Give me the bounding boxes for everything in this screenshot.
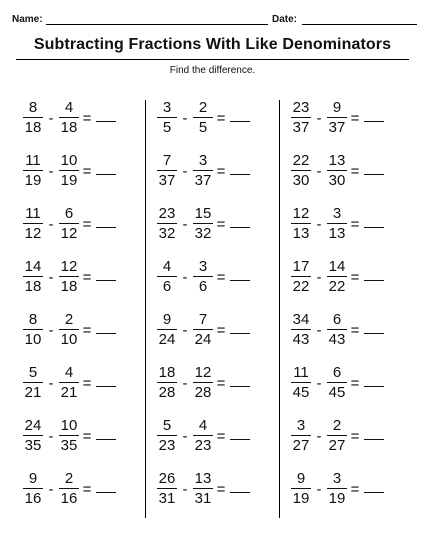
minuend-fraction	[22, 365, 44, 401]
problem-item	[156, 204, 250, 244]
minuend-fraction	[22, 153, 44, 189]
answer-blank[interactable]	[230, 492, 250, 493]
minuend-denominator: 10	[24, 331, 42, 348]
subtrahend-numerator: 6	[64, 205, 74, 222]
problem-item	[290, 204, 384, 244]
fraction-bar	[59, 488, 79, 489]
subtrahend-numerator: 2	[64, 470, 74, 487]
minus-sign: -	[48, 109, 54, 127]
fraction-bar	[193, 435, 213, 436]
minuend-denominator: 19	[292, 490, 310, 507]
fraction-bar	[157, 223, 177, 224]
minuend-numerator: 11	[25, 152, 41, 169]
answer-blank[interactable]	[96, 492, 116, 493]
problem-item	[290, 257, 384, 297]
minus-sign: -	[316, 162, 322, 180]
answer-blank[interactable]	[364, 227, 384, 228]
minuend-fraction	[290, 365, 312, 401]
minus-sign: -	[182, 427, 188, 445]
fraction-bar	[59, 382, 79, 383]
minus-sign: -	[48, 427, 54, 445]
problem-item	[156, 363, 250, 403]
column-divider-1	[145, 100, 146, 518]
answer-blank[interactable]	[364, 333, 384, 334]
subtrahend-denominator: 19	[328, 490, 346, 507]
fraction-bar	[327, 488, 347, 489]
minuend-numerator: 18	[158, 364, 176, 381]
subtrahend-fraction	[192, 418, 214, 454]
minus-sign: -	[316, 480, 322, 498]
minus-sign: -	[316, 215, 322, 233]
minus-sign: -	[316, 321, 322, 339]
name-field-line[interactable]	[46, 24, 268, 25]
minuend-numerator: 23	[158, 205, 176, 222]
answer-blank[interactable]	[364, 492, 384, 493]
equals-sign: =	[350, 215, 360, 233]
answer-blank[interactable]	[364, 121, 384, 122]
minuend-fraction	[22, 418, 44, 454]
minuend-numerator: 34	[292, 311, 310, 328]
minuend-denominator: 23	[158, 437, 176, 454]
minuend-denominator: 45	[292, 384, 310, 401]
answer-blank[interactable]	[364, 174, 384, 175]
subtrahend-fraction	[192, 471, 214, 507]
subtrahend-denominator: 19	[60, 172, 78, 189]
equals-sign: =	[82, 374, 92, 392]
problem-item	[22, 469, 116, 509]
subtrahend-fraction	[192, 312, 214, 348]
minuend-fraction	[290, 206, 312, 242]
answer-blank[interactable]	[230, 227, 250, 228]
minuend-numerator: 23	[292, 99, 310, 116]
subtrahend-fraction	[58, 206, 80, 242]
equals-sign: =	[216, 374, 226, 392]
minuend-numerator: 5	[28, 364, 38, 381]
subtrahend-denominator: 21	[60, 384, 78, 401]
subtrahend-fraction	[58, 153, 80, 189]
equals-sign: =	[216, 109, 226, 127]
subtrahend-denominator: 6	[198, 278, 208, 295]
minuend-fraction	[290, 100, 312, 136]
fraction-bar	[23, 488, 43, 489]
date-label: Date:	[272, 14, 298, 25]
minuend-denominator: 16	[24, 490, 42, 507]
subtrahend-denominator: 10	[60, 331, 78, 348]
fraction-bar	[327, 382, 347, 383]
minuend-numerator: 7	[162, 152, 172, 169]
answer-blank[interactable]	[96, 174, 116, 175]
minuend-numerator: 3	[296, 417, 306, 434]
fraction-bar	[157, 170, 177, 171]
subtrahend-fraction	[192, 153, 214, 189]
fraction-bar	[327, 276, 347, 277]
subtrahend-numerator: 6	[332, 364, 342, 381]
minuend-fraction	[290, 259, 312, 295]
equals-sign: =	[350, 109, 360, 127]
minus-sign: -	[48, 374, 54, 392]
minus-sign: -	[182, 162, 188, 180]
title-underline	[16, 59, 409, 60]
fraction-bar	[23, 170, 43, 171]
subtrahend-denominator: 23	[194, 437, 212, 454]
minus-sign: -	[182, 268, 188, 286]
minuend-denominator: 43	[292, 331, 310, 348]
subtrahend-numerator: 15	[194, 205, 212, 222]
subtrahend-fraction	[192, 206, 214, 242]
minuend-numerator: 11	[25, 205, 41, 222]
subtrahend-numerator: 14	[328, 258, 346, 275]
answer-blank[interactable]	[96, 386, 116, 387]
subtrahend-fraction	[326, 259, 348, 295]
problem-item	[22, 151, 116, 191]
equals-sign: =	[82, 162, 92, 180]
minuend-fraction	[22, 206, 44, 242]
fraction-bar	[327, 435, 347, 436]
equals-sign: =	[350, 321, 360, 339]
minuend-fraction	[22, 471, 44, 507]
fraction-bar	[193, 382, 213, 383]
subtrahend-fraction	[326, 153, 348, 189]
fraction-bar	[59, 276, 79, 277]
answer-blank[interactable]	[230, 439, 250, 440]
minuend-numerator: 9	[28, 470, 38, 487]
subtrahend-numerator: 4	[198, 417, 208, 434]
problem-item	[290, 151, 384, 191]
subtrahend-numerator: 12	[194, 364, 212, 381]
problem-item	[156, 310, 250, 350]
minuend-denominator: 18	[24, 278, 42, 295]
subtrahend-numerator: 2	[64, 311, 74, 328]
minuend-denominator: 13	[292, 225, 310, 242]
subtrahend-numerator: 13	[328, 152, 346, 169]
equals-sign: =	[216, 162, 226, 180]
subtrahend-numerator: 4	[64, 364, 74, 381]
subtrahend-denominator: 43	[328, 331, 346, 348]
minuend-numerator: 17	[292, 258, 310, 275]
fraction-bar	[23, 117, 43, 118]
subtrahend-numerator: 6	[332, 311, 342, 328]
minus-sign: -	[48, 480, 54, 498]
fraction-bar	[291, 329, 311, 330]
minuend-denominator: 37	[292, 119, 310, 136]
minuend-fraction	[156, 259, 178, 295]
fraction-bar	[193, 329, 213, 330]
equals-sign: =	[350, 374, 360, 392]
problem-item	[290, 469, 384, 509]
minuend-numerator: 9	[162, 311, 172, 328]
subtrahend-denominator: 13	[328, 225, 346, 242]
minus-sign: -	[316, 109, 322, 127]
name-label: Name:	[12, 14, 43, 25]
subtrahend-fraction	[58, 471, 80, 507]
minus-sign: -	[182, 109, 188, 127]
subtrahend-denominator: 5	[198, 119, 208, 136]
minus-sign: -	[48, 321, 54, 339]
answer-blank[interactable]	[364, 280, 384, 281]
fraction-bar	[157, 435, 177, 436]
fraction-bar	[291, 488, 311, 489]
fraction-bar	[157, 382, 177, 383]
minuend-numerator: 12	[292, 205, 310, 222]
fraction-bar	[23, 382, 43, 383]
minuend-fraction	[156, 471, 178, 507]
subtrahend-denominator: 18	[60, 119, 78, 136]
subtrahend-numerator: 12	[60, 258, 78, 275]
problem-item	[22, 204, 116, 244]
fraction-bar	[291, 276, 311, 277]
problem-item	[156, 416, 250, 456]
minuend-fraction	[156, 100, 178, 136]
subtrahend-numerator: 10	[60, 152, 78, 169]
subtrahend-denominator: 45	[328, 384, 346, 401]
fraction-bar	[291, 382, 311, 383]
problem-item	[290, 98, 384, 138]
subtrahend-fraction	[326, 100, 348, 136]
fraction-bar	[327, 117, 347, 118]
minus-sign: -	[316, 268, 322, 286]
minuend-numerator: 4	[162, 258, 172, 275]
answer-blank[interactable]	[96, 333, 116, 334]
minuend-fraction	[290, 153, 312, 189]
subtrahend-numerator: 13	[194, 470, 212, 487]
subtrahend-fraction	[58, 418, 80, 454]
subtrahend-denominator: 35	[60, 437, 78, 454]
minus-sign: -	[48, 162, 54, 180]
subtrahend-fraction	[58, 312, 80, 348]
minuend-fraction	[156, 418, 178, 454]
minuend-fraction	[156, 153, 178, 189]
subtrahend-fraction	[192, 100, 214, 136]
equals-sign: =	[350, 268, 360, 286]
fraction-bar	[59, 435, 79, 436]
minuend-numerator: 24	[24, 417, 42, 434]
answer-blank[interactable]	[96, 227, 116, 228]
minuend-numerator: 22	[292, 152, 310, 169]
equals-sign: =	[350, 162, 360, 180]
equals-sign: =	[216, 427, 226, 445]
subtrahend-fraction	[326, 471, 348, 507]
minuend-denominator: 35	[24, 437, 42, 454]
minuend-fraction	[290, 312, 312, 348]
answer-blank[interactable]	[230, 280, 250, 281]
answer-blank[interactable]	[96, 439, 116, 440]
answer-blank[interactable]	[230, 386, 250, 387]
minuend-fraction	[156, 365, 178, 401]
fraction-bar	[59, 170, 79, 171]
minus-sign: -	[48, 268, 54, 286]
minuend-numerator: 5	[162, 417, 172, 434]
subtrahend-numerator: 3	[198, 258, 208, 275]
minus-sign: -	[182, 480, 188, 498]
fraction-bar	[23, 223, 43, 224]
column-divider-2	[279, 100, 280, 518]
minuend-denominator: 19	[24, 172, 42, 189]
subtrahend-fraction	[326, 312, 348, 348]
fraction-bar	[193, 117, 213, 118]
subtrahend-numerator: 7	[198, 311, 208, 328]
subtrahend-numerator: 3	[332, 470, 342, 487]
minuend-numerator: 9	[296, 470, 306, 487]
subtrahend-numerator: 3	[332, 205, 342, 222]
fraction-bar	[59, 117, 79, 118]
fraction-bar	[157, 488, 177, 489]
minuend-denominator: 18	[24, 119, 42, 136]
minus-sign: -	[316, 427, 322, 445]
minuend-denominator: 21	[24, 384, 42, 401]
problem-item	[156, 469, 250, 509]
subtrahend-fraction	[326, 206, 348, 242]
minus-sign: -	[48, 215, 54, 233]
minuend-denominator: 28	[158, 384, 176, 401]
subtrahend-denominator: 22	[328, 278, 346, 295]
fraction-bar	[193, 170, 213, 171]
subtrahend-denominator: 24	[194, 331, 212, 348]
subtrahend-fraction	[192, 259, 214, 295]
equals-sign: =	[216, 480, 226, 498]
minuend-denominator: 24	[158, 331, 176, 348]
minuend-numerator: 3	[162, 99, 172, 116]
equals-sign: =	[350, 480, 360, 498]
minuend-denominator: 5	[162, 119, 172, 136]
fraction-bar	[193, 488, 213, 489]
problem-item	[22, 416, 116, 456]
answer-blank[interactable]	[96, 280, 116, 281]
answer-blank[interactable]	[230, 333, 250, 334]
fraction-bar	[23, 276, 43, 277]
fraction-bar	[327, 329, 347, 330]
fraction-bar	[157, 117, 177, 118]
fraction-bar	[291, 170, 311, 171]
problem-item	[290, 416, 384, 456]
minuend-fraction	[290, 471, 312, 507]
worksheet-header	[12, 12, 417, 28]
problem-item	[290, 363, 384, 403]
minuend-denominator: 12	[24, 225, 42, 242]
subtrahend-denominator: 16	[60, 490, 78, 507]
minuend-numerator: 11	[293, 364, 309, 381]
minuend-numerator: 14	[24, 258, 42, 275]
subtrahend-numerator: 10	[60, 417, 78, 434]
problem-item	[156, 257, 250, 297]
problem-item	[22, 310, 116, 350]
instructions: Find the difference.	[169, 65, 256, 76]
subtrahend-denominator: 32	[194, 225, 212, 242]
minuend-fraction	[156, 312, 178, 348]
equals-sign: =	[82, 109, 92, 127]
subtrahend-denominator: 37	[328, 119, 346, 136]
equals-sign: =	[82, 480, 92, 498]
minuend-numerator: 8	[28, 311, 38, 328]
problem-item	[22, 257, 116, 297]
answer-blank[interactable]	[230, 174, 250, 175]
minuend-fraction	[156, 206, 178, 242]
subtrahend-numerator: 2	[198, 99, 208, 116]
equals-sign: =	[82, 321, 92, 339]
subtrahend-fraction	[192, 365, 214, 401]
minuend-denominator: 6	[162, 278, 172, 295]
subtrahend-denominator: 31	[194, 490, 212, 507]
subtrahend-numerator: 9	[332, 99, 342, 116]
subtrahend-fraction	[326, 418, 348, 454]
answer-blank[interactable]	[364, 439, 384, 440]
minuend-denominator: 32	[158, 225, 176, 242]
problem-item	[22, 98, 116, 138]
minuend-fraction	[22, 100, 44, 136]
equals-sign: =	[216, 268, 226, 286]
fraction-bar	[23, 435, 43, 436]
fraction-bar	[23, 329, 43, 330]
fraction-bar	[193, 276, 213, 277]
fraction-bar	[327, 223, 347, 224]
subtrahend-numerator: 3	[198, 152, 208, 169]
subtrahend-fraction	[58, 259, 80, 295]
fraction-bar	[327, 170, 347, 171]
fraction-bar	[291, 435, 311, 436]
subtrahend-fraction	[58, 100, 80, 136]
equals-sign: =	[82, 427, 92, 445]
subtrahend-fraction	[58, 365, 80, 401]
minuend-denominator: 31	[158, 490, 176, 507]
minuend-denominator: 37	[158, 172, 176, 189]
page-title: Subtracting Fractions With Like Denominators	[33, 36, 392, 53]
minuend-numerator: 26	[158, 470, 176, 487]
fraction-bar	[291, 117, 311, 118]
subtrahend-numerator: 4	[64, 99, 74, 116]
subtrahend-denominator: 30	[328, 172, 346, 189]
minus-sign: -	[182, 374, 188, 392]
fraction-bar	[291, 223, 311, 224]
equals-sign: =	[350, 427, 360, 445]
subtrahend-denominator: 28	[194, 384, 212, 401]
answer-blank[interactable]	[364, 386, 384, 387]
fraction-bar	[59, 329, 79, 330]
date-field-line[interactable]	[302, 24, 417, 25]
equals-sign: =	[216, 321, 226, 339]
subtrahend-denominator: 27	[328, 437, 346, 454]
equals-sign: =	[82, 268, 92, 286]
minuend-numerator: 8	[28, 99, 38, 116]
minus-sign: -	[182, 321, 188, 339]
subtrahend-denominator: 37	[194, 172, 212, 189]
minuend-fraction	[22, 312, 44, 348]
equals-sign: =	[82, 215, 92, 233]
fraction-bar	[157, 276, 177, 277]
minuend-denominator: 30	[292, 172, 310, 189]
minus-sign: -	[316, 374, 322, 392]
fraction-bar	[59, 223, 79, 224]
subtrahend-fraction	[326, 365, 348, 401]
subtrahend-numerator: 2	[332, 417, 342, 434]
answer-blank[interactable]	[96, 121, 116, 122]
equals-sign: =	[216, 215, 226, 233]
minuend-fraction	[22, 259, 44, 295]
subtrahend-denominator: 18	[60, 278, 78, 295]
fraction-bar	[157, 329, 177, 330]
minuend-denominator: 27	[292, 437, 310, 454]
problem-item	[156, 151, 250, 191]
problem-item	[156, 98, 250, 138]
problem-item	[290, 310, 384, 350]
minuend-denominator: 22	[292, 278, 310, 295]
subtrahend-denominator: 12	[60, 225, 78, 242]
answer-blank[interactable]	[230, 121, 250, 122]
fraction-bar	[193, 223, 213, 224]
minuend-fraction	[290, 418, 312, 454]
minus-sign: -	[182, 215, 188, 233]
problem-item	[22, 363, 116, 403]
